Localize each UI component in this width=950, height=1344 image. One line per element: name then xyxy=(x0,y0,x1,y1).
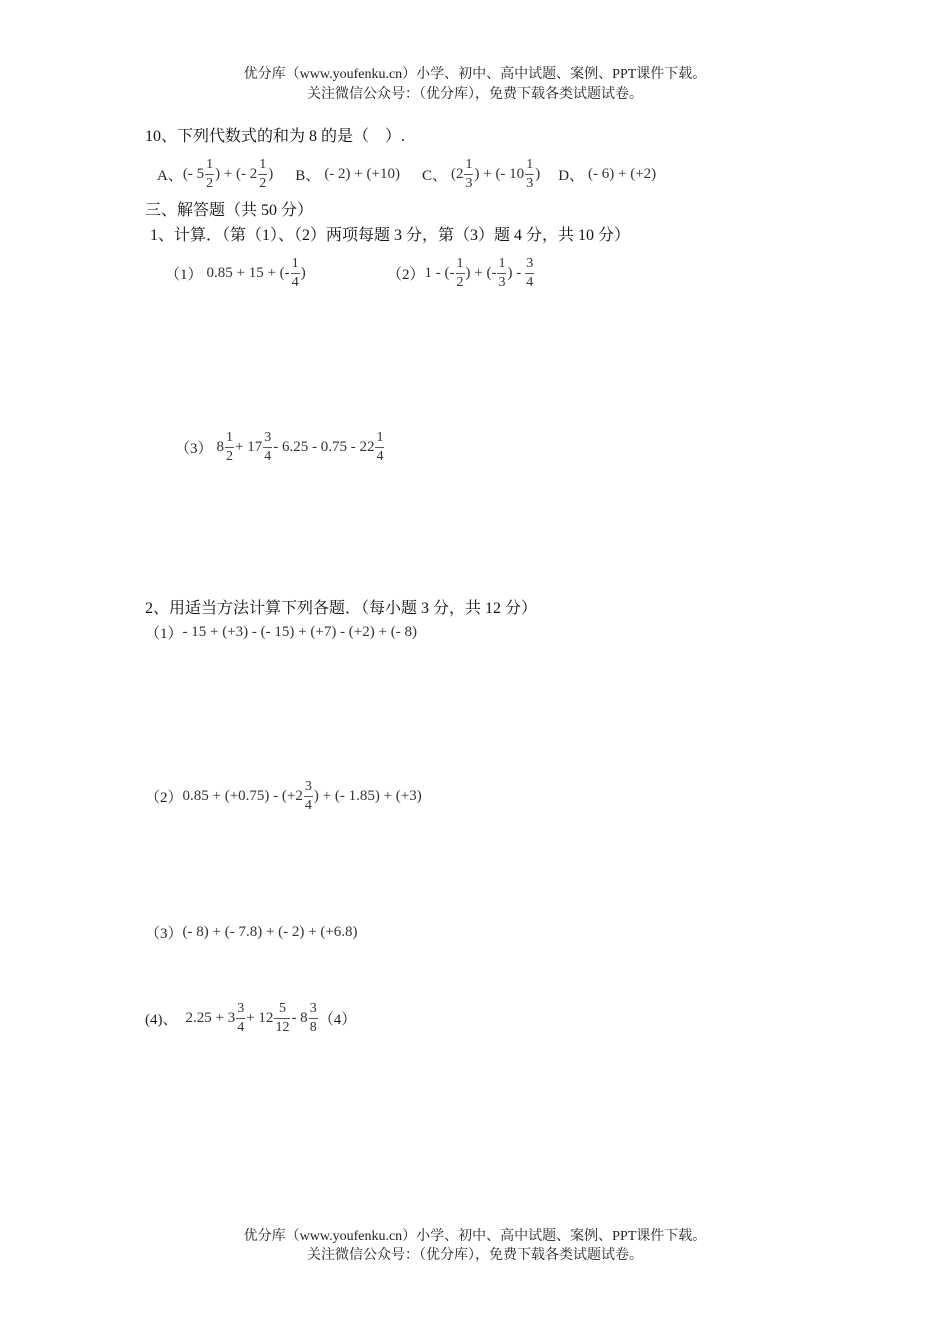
denominator: 4 xyxy=(291,274,299,290)
expr-part-3: - 8 xyxy=(291,1009,308,1026)
fraction-2 xyxy=(263,429,272,466)
denominator: 3 xyxy=(526,175,534,191)
fraction-1 xyxy=(236,1000,245,1037)
expr-part-1: 8 xyxy=(216,438,225,455)
option-d-label: D、 xyxy=(558,167,585,184)
expr-part-2: ) + (- xyxy=(465,264,497,281)
option-b-label: B、 xyxy=(295,167,321,184)
fraction-3 xyxy=(525,255,534,292)
problem-2-item-3 xyxy=(145,920,358,944)
problem-1-item-2 xyxy=(387,253,535,293)
denominator: 2 xyxy=(226,448,234,464)
expr-part-1: 2.25 + 3 xyxy=(185,1009,236,1026)
expression: (- 8) + (- 7.8) + (- 2) + (+6.8) xyxy=(182,923,358,940)
numerator: 1 xyxy=(465,156,473,172)
numerator: 1 xyxy=(206,156,214,172)
problem-1-item-1 xyxy=(165,253,306,293)
fraction-3 xyxy=(309,1000,318,1037)
numerator: 1 xyxy=(376,429,384,445)
problem-1-stem: 1、计算．（第（1）、（2）两项每题 3 分，第（3）题 4 分，共 10 分） xyxy=(150,227,631,244)
footer-line-2: 关注微信公众号：（优分库），免费下载各类试题试卷。 xyxy=(307,1248,643,1263)
section-3-title: 三、解答题（共 50 分） xyxy=(145,202,314,219)
denominator: 2 xyxy=(456,274,464,290)
problem-2-stem: 2、用适当方法计算下列各题．（每小题 3 分，共 12 分） xyxy=(145,600,538,617)
numerator: 3 xyxy=(304,778,312,794)
option-c-part-1: (2 xyxy=(450,165,464,182)
numerator: 1 xyxy=(498,255,506,271)
numerator: 1 xyxy=(291,255,299,271)
header-line-1: 优分库（www.youfenku.cn）小学、初中、高中试题、案例、PPT课件下载。 xyxy=(243,67,707,82)
item-label: （2） xyxy=(387,266,425,283)
numerator: 3 xyxy=(237,1000,245,1016)
question-10-stem: 10、下列代数式的和为 8 的是（ ）. xyxy=(145,128,406,145)
option-a-fraction-1 xyxy=(205,156,214,193)
numerator: 1 xyxy=(259,156,267,172)
option-a-label: A、 xyxy=(157,167,183,184)
option-c-label: C、 xyxy=(421,167,447,184)
fraction-2 xyxy=(274,1000,290,1037)
question-10-options xyxy=(157,154,656,194)
problem-2-item-2 xyxy=(145,776,422,816)
option-c-part-3: ) xyxy=(535,165,541,182)
option-a-part-2: ) + (- 2 xyxy=(215,165,258,182)
option-b-expression: (- 2) + (+10) xyxy=(324,165,400,182)
denominator: 2 xyxy=(206,175,214,191)
fraction-1 xyxy=(225,429,234,466)
denominator: 12 xyxy=(275,1019,290,1035)
footer-line-1: 优分库（www.youfenku.cn）小学、初中、高中试题、案例、PPT课件下载。 xyxy=(243,1229,707,1244)
item-label: （1） xyxy=(165,266,203,283)
numerator: 1 xyxy=(226,429,234,445)
fraction-2 xyxy=(497,255,506,292)
option-c-fraction-1 xyxy=(464,156,473,193)
item-label: （3） xyxy=(145,925,183,942)
numerator: 1 xyxy=(456,255,464,271)
item-label: （2） xyxy=(145,789,183,806)
option-c-part-2: ) + (- 10 xyxy=(474,165,525,182)
fraction-1 xyxy=(304,778,313,815)
option-c-fraction-2 xyxy=(525,156,534,193)
header-line-2: 关注微信公众号：（优分库），免费下载各类试题试卷。 xyxy=(307,87,643,102)
option-a-fraction-2 xyxy=(258,156,267,193)
item-label: （3） xyxy=(175,440,213,457)
denominator: 4 xyxy=(237,1019,245,1035)
item-tail: （4） xyxy=(318,1011,357,1028)
expression: - 15 + (+3) - (- 15) + (+7) - (+2) + (- 8) xyxy=(182,623,417,640)
expr-part-2: + 17 xyxy=(235,438,263,455)
problem-1-item-3 xyxy=(175,427,385,467)
numerator: 3 xyxy=(264,429,272,445)
denominator: 2 xyxy=(259,175,267,191)
denominator: 8 xyxy=(309,1019,317,1035)
denominator: 4 xyxy=(304,797,312,813)
expr-part-1: 0.85 + 15 + (- xyxy=(206,264,290,281)
numerator: 3 xyxy=(526,255,534,271)
expr-part-3: - 6.25 - 0.75 - 22 xyxy=(273,438,375,455)
option-d-expression: (- 6) + (+2) xyxy=(588,165,657,182)
expr-part-3: ) - xyxy=(507,264,522,281)
problem-2-item-1 xyxy=(145,620,417,644)
fraction-1 xyxy=(456,255,465,292)
expr-part-1: 0.85 + (+0.75) - (+2 xyxy=(182,787,303,804)
item-label: （1） xyxy=(145,625,183,642)
option-a-part-3: ) xyxy=(268,165,274,182)
denominator: 3 xyxy=(498,274,506,290)
expr-part-2: + 12 xyxy=(246,1009,274,1026)
expr-part-1: 1 - (- xyxy=(424,264,455,281)
numerator: 5 xyxy=(278,1000,286,1016)
denominator: 3 xyxy=(465,175,473,191)
problem-2-item-4 xyxy=(145,998,356,1038)
numerator: 3 xyxy=(309,1000,317,1016)
denominator: 4 xyxy=(526,274,534,290)
fraction-3 xyxy=(375,429,384,466)
item-label: (4)、 xyxy=(145,1011,178,1028)
expr-part-2: ) xyxy=(300,264,306,281)
denominator: 4 xyxy=(264,448,272,464)
expr-part-2: ) + (- 1.85) + (+3) xyxy=(313,787,422,804)
option-a-part-1: (- 5 xyxy=(182,165,205,182)
numerator: 1 xyxy=(526,156,534,172)
fraction-1 xyxy=(291,255,300,292)
denominator: 4 xyxy=(376,448,384,464)
